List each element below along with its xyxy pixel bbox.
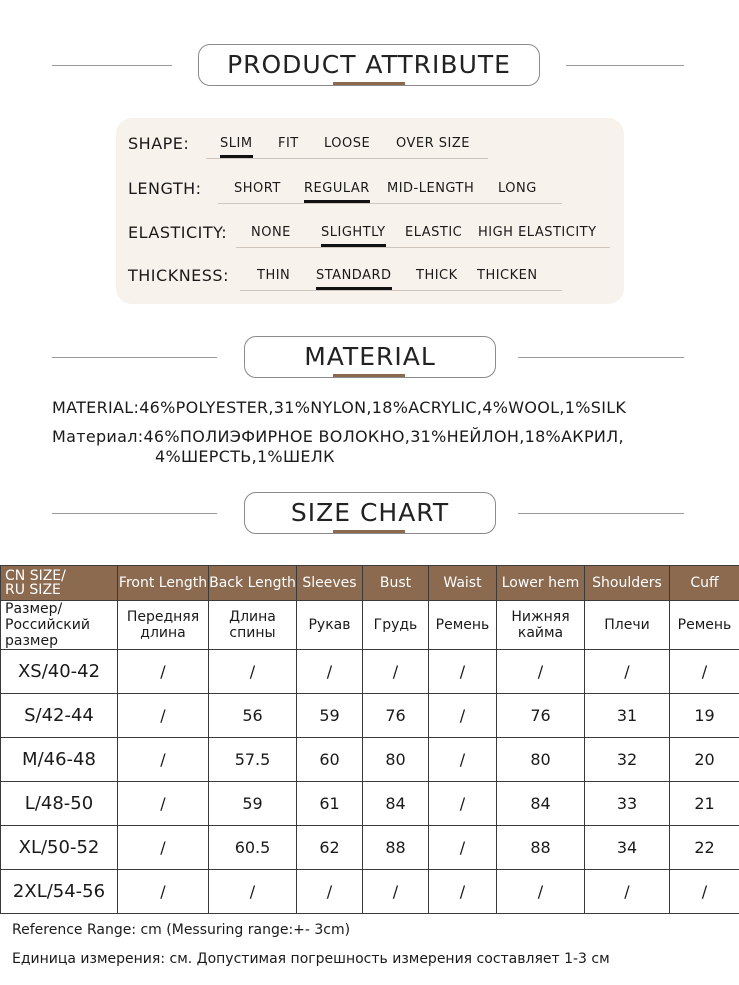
column-header: Нижняя кайма [497, 601, 585, 650]
value-cell: 61 [297, 782, 363, 826]
material-ru-continued: 4%ШЕРСТЬ,1%ШЕЛК [155, 447, 335, 466]
value-cell: 60.5 [209, 826, 297, 870]
reference-note-en: Reference Range: cm (Messuring range:+- 3cm) [12, 922, 351, 938]
attribute-label: THICKNESS: [128, 266, 229, 285]
reference-note-ru: Единица измерения: см. Допустимая погрешность измерения составляет 1-3 см [12, 951, 610, 967]
value-cell: 32 [585, 738, 670, 782]
column-header: Waist [429, 566, 497, 601]
option-baseline [206, 158, 488, 159]
attribute-label: SHAPE: [128, 134, 190, 153]
table-row [1, 870, 739, 914]
option-baseline [218, 203, 562, 204]
option: THICKEN [477, 268, 538, 283]
value-cell: / [209, 870, 297, 914]
value-cell: / [670, 650, 739, 694]
header-rule-left [52, 65, 172, 66]
section-title: MATERIAL [244, 336, 496, 378]
value-cell: / [297, 650, 363, 694]
option-baseline [236, 247, 610, 248]
value-cell: 60 [297, 738, 363, 782]
value-cell: 59 [297, 694, 363, 738]
material-en-value: 46%POLYESTER,31%NYLON,18%ACRYLIC,4%WOOL,1%SILK [139, 398, 627, 417]
value-cell: 19 [670, 694, 739, 738]
value-cell: / [497, 870, 585, 914]
section-title: SIZE CHART [244, 492, 496, 534]
value-cell: 31 [585, 694, 670, 738]
material-ru-value: 46%ПОЛИЭФИРНОЕ ВОЛОКНО,31%НЕЙЛОН,18%АКРИЛ, [143, 427, 624, 446]
option: OVER SIZE [396, 136, 470, 151]
column-header: Front Length [118, 566, 209, 601]
value-cell: 33 [585, 782, 670, 826]
value-cell: / [429, 826, 497, 870]
column-header: Lower hem [497, 566, 585, 601]
material-ru-label: Материал: [52, 427, 144, 446]
value-cell: / [429, 870, 497, 914]
size-cell: M/46-48 [1, 738, 118, 782]
header-rule-right [566, 65, 684, 66]
corner-text: Размер/ [5, 601, 63, 617]
column-header: Bust [363, 566, 429, 601]
value-cell: / [297, 870, 363, 914]
corner-cell-ru [1, 601, 118, 650]
material-header [0, 336, 739, 386]
value-cell: 22 [670, 826, 739, 870]
value-cell: / [497, 650, 585, 694]
option: FIT [278, 136, 299, 151]
material-en-label: MATERIAL: [52, 398, 140, 417]
column-header: Длина спины [209, 601, 297, 650]
option: THICK [416, 268, 458, 283]
value-cell: / [429, 650, 497, 694]
header-accent-bar [333, 374, 405, 377]
option: HIGH ELASTICITY [478, 225, 597, 240]
header-rule-left [52, 357, 217, 358]
option: MID-LENGTH [387, 181, 475, 196]
value-cell: / [118, 694, 209, 738]
column-header: Cuff [670, 566, 739, 601]
column-header: Shoulders [585, 566, 670, 601]
column-header: Плечи [585, 601, 670, 650]
column-header: Ремень [429, 601, 497, 650]
value-cell: 76 [363, 694, 429, 738]
table-row [1, 650, 739, 694]
value-cell: / [670, 870, 739, 914]
table-row [1, 694, 739, 738]
value-cell: 57.5 [209, 738, 297, 782]
value-cell: 20 [670, 738, 739, 782]
option-baseline [240, 290, 562, 291]
value-cell: / [585, 870, 670, 914]
material-ru [52, 427, 624, 446]
corner-cell-en [1, 566, 118, 601]
value-cell: 34 [585, 826, 670, 870]
size-cell: XS/40-42 [1, 650, 118, 694]
corner-text: CN SIZE/ [5, 568, 66, 584]
column-header: Передняя длина [118, 601, 209, 650]
value-cell: / [429, 782, 497, 826]
option: ELASTIC [405, 225, 463, 240]
column-header: Back Length [209, 566, 297, 601]
value-cell: 21 [670, 782, 739, 826]
size-cell: S/42-44 [1, 694, 118, 738]
value-cell: 59 [209, 782, 297, 826]
header-row-en [1, 566, 739, 601]
header-accent-bar [333, 530, 405, 533]
value-cell: / [363, 870, 429, 914]
value-cell: / [585, 650, 670, 694]
header-row-ru [1, 601, 739, 650]
attribute-label: LENGTH: [128, 179, 202, 198]
option: LONG [498, 181, 537, 196]
value-cell: 88 [497, 826, 585, 870]
size-cell: XL/50-52 [1, 826, 118, 870]
value-cell: / [363, 650, 429, 694]
header-rule-left [52, 513, 217, 514]
header-rule-right [518, 357, 684, 358]
column-header: Sleeves [297, 566, 363, 601]
value-cell: / [118, 738, 209, 782]
option: THIN [257, 268, 291, 283]
value-cell: / [118, 826, 209, 870]
size-cell: L/48-50 [1, 782, 118, 826]
size-cell: 2XL/54-56 [1, 870, 118, 914]
value-cell: / [118, 870, 209, 914]
value-cell: / [118, 650, 209, 694]
value-cell: / [118, 782, 209, 826]
option-selected: SLIGHTLY [321, 225, 386, 240]
material-en [52, 398, 626, 417]
size-chart-table [0, 565, 739, 914]
option-selected: SLIM [220, 136, 253, 151]
option-selected: STANDARD [316, 268, 392, 283]
value-cell: 80 [363, 738, 429, 782]
value-cell: 56 [209, 694, 297, 738]
section-title: PRODUCT ATTRIBUTE [198, 44, 540, 86]
value-cell: 80 [497, 738, 585, 782]
corner-text: Российский [5, 617, 90, 633]
attribute-panel [116, 118, 624, 304]
header-accent-bar [333, 82, 405, 85]
column-header: Грудь [363, 601, 429, 650]
value-cell: 84 [363, 782, 429, 826]
value-cell: 88 [363, 826, 429, 870]
table-row [1, 738, 739, 782]
product-attribute-header [0, 44, 739, 94]
value-cell: 76 [497, 694, 585, 738]
attribute-label: ELASTICITY: [128, 223, 228, 242]
option: NONE [251, 225, 291, 240]
size-chart-header [0, 492, 739, 542]
header-rule-right [518, 513, 684, 514]
corner-text: размер [5, 633, 58, 649]
table-row [1, 826, 739, 870]
option: SHORT [234, 181, 281, 196]
column-header: Ремень [670, 601, 739, 650]
table-row [1, 782, 739, 826]
corner-text: RU SIZE [5, 582, 61, 598]
option: LOOSE [324, 136, 371, 151]
column-header: Рукав [297, 601, 363, 650]
value-cell: / [429, 694, 497, 738]
value-cell: / [209, 650, 297, 694]
value-cell: / [429, 738, 497, 782]
value-cell: 84 [497, 782, 585, 826]
option-selected: REGULAR [304, 181, 370, 196]
value-cell: 62 [297, 826, 363, 870]
